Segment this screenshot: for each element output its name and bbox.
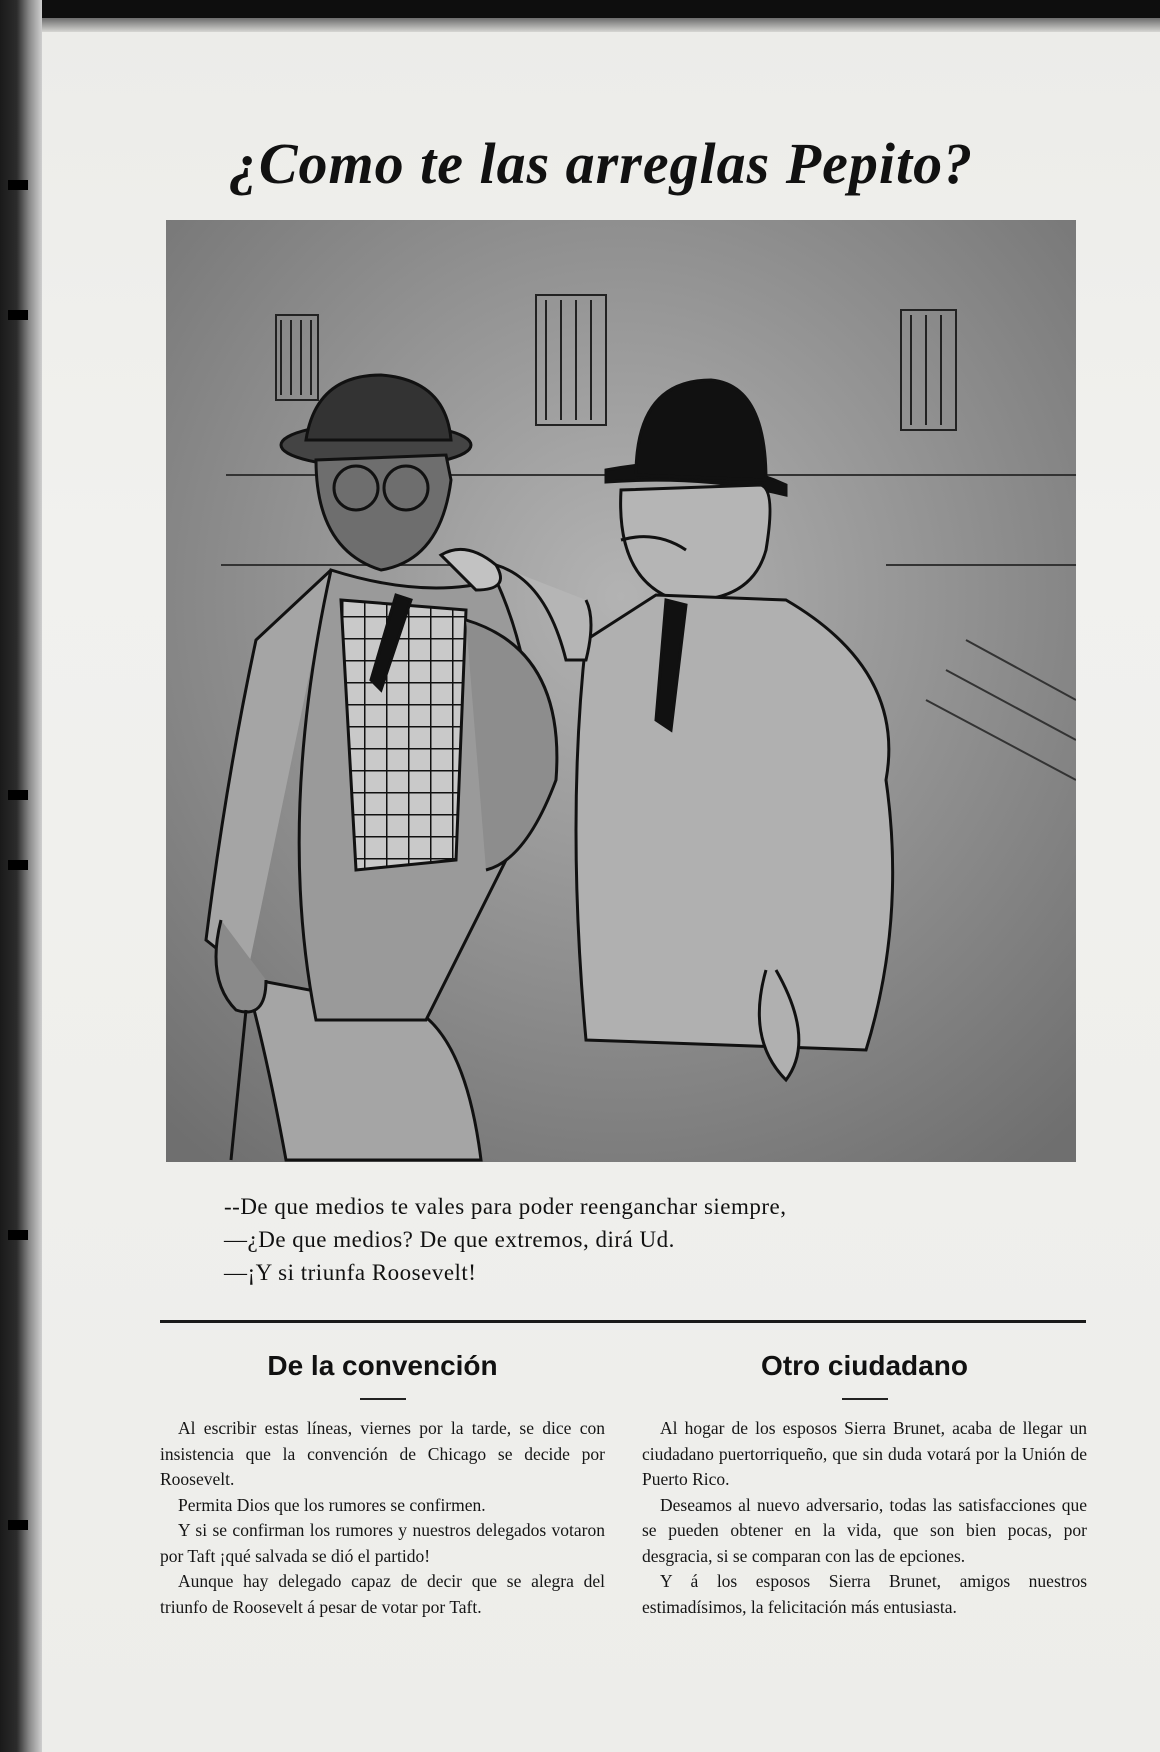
page-top-edge [42,18,1160,32]
heading-rule [360,1398,406,1400]
article-heading: Otro ciudadano [761,1350,968,1381]
heading-rule [842,1398,888,1400]
article-convencion [160,1350,605,1620]
section-divider [160,1320,1086,1323]
article-paragraph: Permita Dios que los rumores se confirmen. [178,1494,486,1515]
article-otro-ciudadano [642,1350,1087,1620]
cartoon-illustration [166,220,1076,1162]
article-paragraph: Aunque hay delegado capaz de decir que se alegra del triunfo de Roosevelt á pesar de votar por Taft. [160,1571,605,1617]
article-paragraph: Y á los esposos Sierra Brunet, amigos nuestros estimadísimos, la felicitación más entusiasta. [642,1571,1087,1617]
magazine-page [42,18,1160,1752]
article-paragraph: Al escribir estas líneas, viernes por la tarde, se dice con insistencia que la convención de Chicago se decide por Roosevelt. [160,1418,605,1489]
cartoon-caption [224,1190,1024,1289]
article-heading: De la convención [267,1350,498,1381]
article-paragraph: Al hogar de los esposos Sierra Brunet, acaba de llegar un ciudadano puertorriqueño, que sin duda votará por la Unión de Puerto Rico. [642,1418,1087,1489]
page-title: ¿Como te las arreglas Pepito? [228,131,974,196]
article-paragraph: Deseamos al nuevo adversario, todas las satisfacciones que se pueden obtener en la vida, que son bien pocas, por desgracia, si se comparan con las de epciones. [642,1494,1087,1566]
caption-line-1: --De que medios te vales para poder reenganchar siempre, [224,1194,787,1219]
article-paragraph: Y si se confirman los rumores y nuestros delegados votaron por Taft ¡qué salvada se dió el partido! [160,1520,605,1566]
book-binding [0,0,42,1752]
caption-line-3: —¡Y si triunfa Roosevelt! [224,1260,477,1285]
caption-line-2: —¿De que medios? De que extremos, dirá Ud. [224,1227,675,1252]
